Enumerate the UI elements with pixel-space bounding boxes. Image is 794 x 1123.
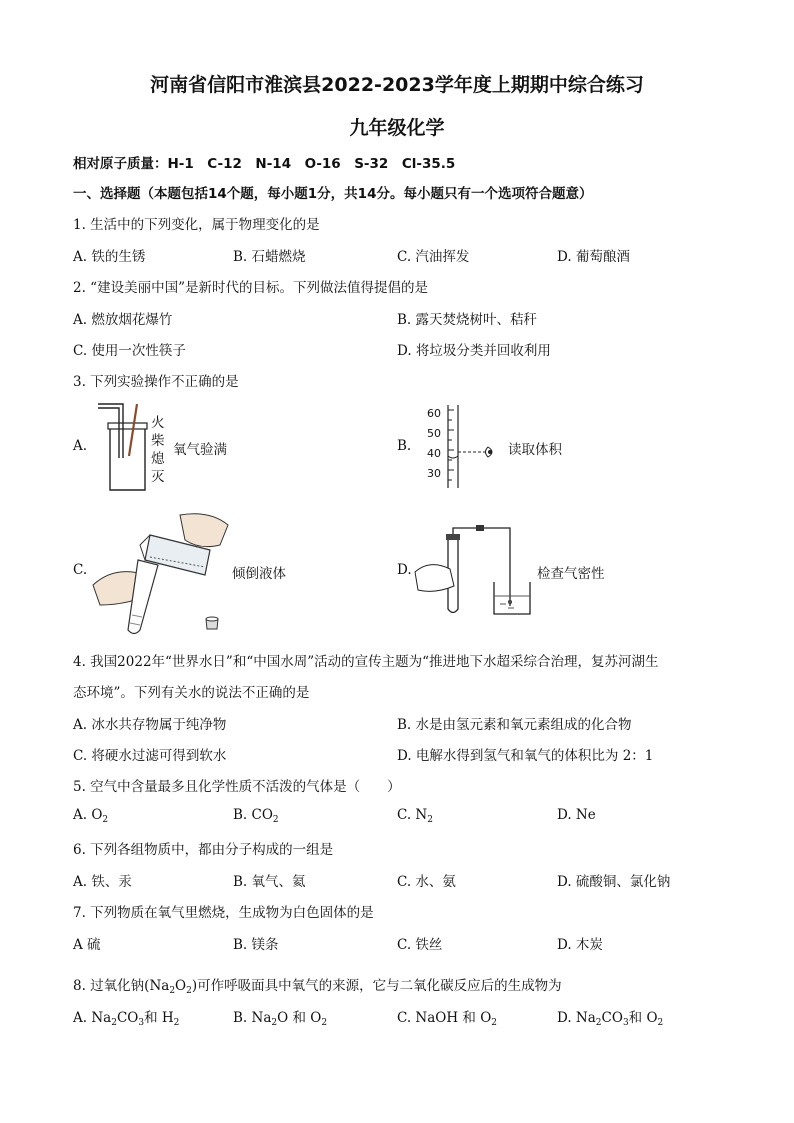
question-1-stem: 1. 生活中的下列变化，属于物理变化的是 <box>73 217 320 233</box>
q5-option-d: D. Ne <box>557 807 596 823</box>
q8-option-b: B. $Na_2O$ 和 $O_2$ <box>233 1010 328 1028</box>
q7-option-d: D. 木炭 <box>557 937 603 953</box>
fire-char-2: 柴 <box>151 433 165 449</box>
q1-option-d: D. 葡萄酿酒 <box>557 249 630 265</box>
q7-option-c: C. 铁丝 <box>397 937 443 953</box>
q3-option-d-letter: D. <box>397 562 412 578</box>
q7-option-a: A 硫 <box>73 937 101 953</box>
q3-option-b-letter: B. <box>397 438 412 454</box>
question-4-stem-line2: 态环境”。下列有关水的说法不正确的是 <box>73 685 310 701</box>
q7-option-b: B. 镁条 <box>233 937 279 953</box>
question-8-stem: 8. 过氧化钠$(Na_2O_2)$可作呼吸面具中氧气的来源，它与二氧化碳反应后的生成物为 <box>73 978 562 996</box>
bottle-stopper-icon <box>203 614 221 632</box>
cylinder-ticks <box>427 404 441 484</box>
q1-option-a: A. 铁的生锈 <box>73 249 146 265</box>
tick-60: 60 <box>427 407 441 420</box>
airtightness-diagram <box>410 524 540 619</box>
q3-option-d-label: 检查气密性 <box>537 566 605 582</box>
q8-option-c: C. NaOH 和 $O_2$ <box>397 1010 498 1028</box>
q5-option-c: C. $N_2$ <box>397 807 433 825</box>
q6-option-b: B. 氧气、氦 <box>233 874 306 890</box>
q6-option-d: D. 硫酸铜、氯化钠 <box>557 874 671 890</box>
q5-option-b: B. $CO_2$ <box>233 807 279 825</box>
page-title: 河南省信阳市淮滨县2022-2023学年度上期期中综合练习 <box>150 74 644 96</box>
q2-option-d: D. 将垃圾分类并回收利用 <box>397 343 551 359</box>
q1-option-c: C. 汽油挥发 <box>397 249 470 265</box>
q5-option-a: A. $O_2$ <box>73 807 109 825</box>
section-heading: 一、选择题（本题包括14个题，每小题1分，共14分。每小题只有一个选项符合题意） <box>73 186 593 202</box>
q3-option-b-label: 读取体积 <box>508 442 562 458</box>
q4-option-d: D. 电解水得到氢气和氧气的体积比为 2：1 <box>397 748 654 764</box>
atomic-masses: 相对原子质量：H-1 C-12 N-14 O-16 S-32 Cl-35.5 <box>73 156 456 172</box>
q1-option-b: B. 石蜡燃烧 <box>233 249 306 265</box>
question-2-stem: 2. “建设美丽中国”是新时代的目标。下列做法值得提倡的是 <box>73 280 428 296</box>
tick-40: 40 <box>427 447 441 460</box>
q3-option-a-label: 氧气验满 <box>173 442 227 458</box>
fire-char-1: 火 <box>151 415 165 431</box>
question-5-stem: 5. 空气中含量最多且化学性质不活泼的气体是（ ） <box>73 779 401 795</box>
q6-option-a: A. 铁、汞 <box>73 874 132 890</box>
q8-option-a: A. $Na_2CO_3$和 $H_2$ <box>73 1010 180 1028</box>
q2-option-b: B. 露天焚烧树叶、秸秆 <box>397 312 538 328</box>
fire-char-4: 灭 <box>151 469 165 485</box>
question-6-stem: 6. 下列各组物质中，都由分子构成的一组是 <box>73 842 334 858</box>
q3-option-c-label: 倾倒液体 <box>232 566 286 582</box>
q8-option-d: D. $Na_2CO_3$和 $O_2$ <box>557 1010 664 1028</box>
q2-option-c: C. 使用一次性筷子 <box>73 343 186 359</box>
question-3-stem: 3. 下列实验操作不正确的是 <box>73 374 239 390</box>
q3-option-a-letter: A. <box>73 438 88 454</box>
question-7-stem: 7. 下列物质在氧气里燃烧，生成物为白色固体的是 <box>73 905 374 921</box>
q6-option-c: C. 水、氨 <box>397 874 456 890</box>
tick-30: 30 <box>427 467 441 480</box>
page-subtitle: 九年级化学 <box>349 117 445 139</box>
q4-option-c: C. 将硬水过滤可得到软水 <box>73 748 227 764</box>
question-4-stem-line1: 4. 我国2022年“世界水日”和“中国水周”活动的宣传主题为“推进地下水超采综合治理，复苏河湖生 <box>73 654 659 670</box>
q3-option-c-letter: C. <box>73 562 88 578</box>
q4-option-a: A. 冰水共存物属于纯净物 <box>73 717 227 733</box>
q4-option-b: B. 水是由氢元素和氧元素组成的化合物 <box>397 717 632 733</box>
match-label <box>151 414 167 486</box>
fire-char-3: 熄 <box>151 451 165 467</box>
tick-50: 50 <box>427 427 441 440</box>
q2-option-a: A. 燃放烟花爆竹 <box>73 312 173 328</box>
